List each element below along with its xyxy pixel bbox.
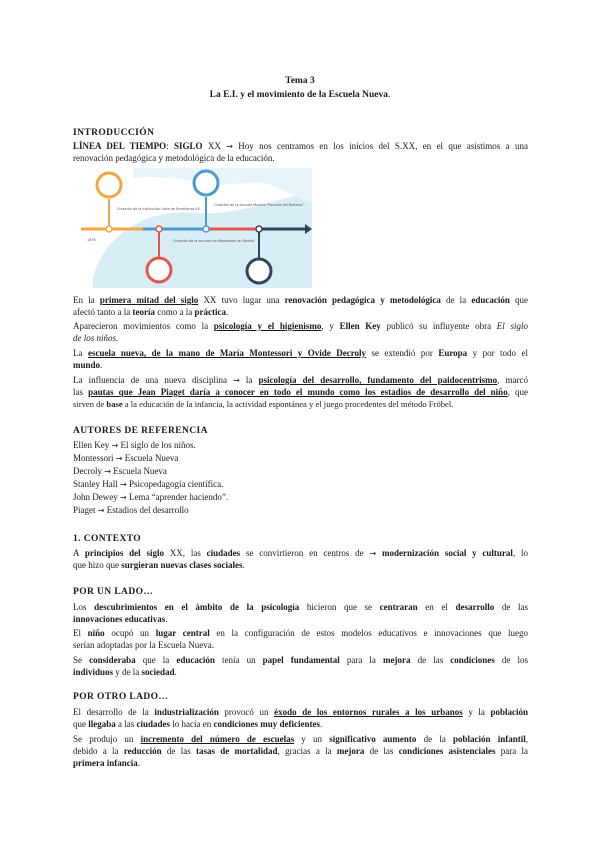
- timeline-node-1: [106, 226, 112, 232]
- por-un-lado-line-5: Se consideraba que la educación tenía un papel fundamental para la mejora de las condiciones de los: [73, 655, 528, 665]
- figure-label-montessori: Creación de la escuela de Montessori en Madrid: [173, 239, 255, 243]
- intro-p2-line-2: de los niños.: [73, 333, 119, 343]
- arrow-icon: →: [369, 549, 377, 558]
- context-line-2: que hizo que surgieran nuevas clases sociales.: [73, 560, 245, 570]
- subtitle-text: La E.I. y el movimiento de la Escuela Nueva: [209, 90, 388, 100]
- intro-heading: INTRODUCCIÓN: [73, 128, 155, 138]
- por-otro-lado-line-2: que llegaba a las ciudades lo hacía en condiciones muy deficientes.: [73, 719, 323, 729]
- intro-p1-line-1: En la primera mitad del siglo XX tuvo lugar una renovación pedagógica y metodológica de la educación que: [73, 295, 528, 305]
- authors-heading: AUTORES DE REFERENCIA: [73, 426, 208, 436]
- author-item: Decroly → Escuela Nueva: [73, 466, 167, 476]
- arrow-icon: →: [115, 454, 123, 463]
- topic-title: Tema 3: [285, 76, 315, 86]
- figure-year-1876: 1876: [87, 238, 96, 242]
- arrow-icon: →: [233, 376, 240, 385]
- por-un-lado-line-4: serían adoptadas por la Escuela Nueva.: [73, 640, 214, 650]
- intro-p1-line-2: afectó tanto a la teoría como a la práctica.: [73, 307, 229, 317]
- figure-label-escuela-modelo: Creación de la escuela Modelo "Escuela del Mañana": [214, 203, 304, 207]
- por-otro-lado-line-3: Se produjo un incremento del número de escuelas y un significativo aumento de la población infantil,: [73, 734, 529, 744]
- milestone-circle-blue: [194, 171, 218, 195]
- subtitle-period: .: [388, 90, 391, 100]
- intro-timeline-line-2: renovación pedagógica y metodológica de la educación.: [73, 153, 275, 163]
- context-line-1: A principios del siglo XX, las ciudades se convirtieron en centros de → modernización social y cultural, lo: [73, 548, 528, 558]
- timeline-label: LÍNEA DEL TIEMPO: [73, 141, 167, 151]
- intro-p4-line-2: las pautas que Jean Piaget daría a conocer en todo el mundo como los estadios de desarrollo del niño, que: [73, 387, 529, 397]
- timeline-node-4: [256, 226, 262, 232]
- author-item: Montessori → Escuela Nueva: [73, 453, 179, 463]
- por-otro-lado-line-1: El desarrollo de la industrialización provocó un éxodo de los entornos rurales a los urbanos y la población: [73, 707, 529, 717]
- timeline-node-3: [203, 226, 209, 232]
- por-un-lado-line-6: individuos y de la sociedad.: [73, 667, 177, 677]
- milestone-circle-red: [147, 258, 171, 282]
- author-item: John Dewey → Lema “aprender haciendo”.: [73, 492, 229, 502]
- intro-p2-line-1: Aparecieron movimientos como la psicología y el higienismo, y Ellen Key publicó su influyente obra El siglo: [73, 321, 528, 331]
- por-otro-lado-line-4: debido a la reducción de las tasas de mortalidad, gracias a la mejora de las condiciones asistenciales para la: [73, 746, 528, 756]
- author-item: Stanley Hall → Psicopedagogía científica.: [73, 479, 224, 489]
- intro-timeline-line-1: LÍNEA DEL TIEMPO: SIGLO XX → Hoy nos centramos en los inicios del S.XX, en el que asistimos a una: [73, 141, 529, 151]
- context-heading: 1. CONTEXTO: [73, 534, 142, 544]
- intro-p3-line-2: mundo.: [73, 360, 103, 370]
- timeline-node-2: [156, 226, 162, 232]
- intro-p4-line-3: sirven de base a la educación de la infancia, la actividad espontánea y el juego procedentes del método Fröbel.: [73, 399, 454, 409]
- arrow-icon: →: [120, 493, 127, 502]
- figure-label-ile: Creación de la Institución Libre de Enseñanza ILE: [117, 207, 201, 211]
- document-subtitle: [0, 90, 600, 100]
- arrow-icon: →: [120, 480, 127, 489]
- por-un-lado-line-1: Los descubrimientos en el ámbito de la psicología hicieron que se centraran en el desarrollo de las: [73, 602, 529, 612]
- arrow-icon: →: [111, 441, 119, 450]
- timeline-infographic: [73, 168, 312, 288]
- arrow-icon: →: [226, 142, 233, 151]
- author-item: Piaget → Estadios del desarrollo: [73, 505, 189, 515]
- author-item: Ellen Key → El siglo de los niños.: [73, 440, 196, 450]
- por-otro-lado-heading: POR OTRO LADO…: [73, 692, 169, 702]
- arrow-icon: →: [97, 506, 105, 515]
- por-un-lado-heading: POR UN LADO…: [73, 587, 154, 597]
- intro-p4-line-1: La influencia de una nueva disciplina → la psicología del desarrollo, fundamento del paidocentrismo, marcó: [73, 375, 529, 385]
- por-un-lado-line-2: innovaciones educativas.: [73, 614, 168, 624]
- timeline-figure: [73, 168, 312, 288]
- arrow-icon: →: [104, 467, 111, 476]
- por-un-lado-line-3: El niño ocupó un lugar central en la configuración de estos modelos educativos e innovaciones que luego: [73, 628, 529, 638]
- por-otro-lado-line-5: primera infancia.: [73, 758, 140, 768]
- milestone-circle-orange: [97, 173, 121, 197]
- milestone-circle-navy: [247, 259, 271, 283]
- intro-p3-line-1: La escuela nueva, de la mano de María Montessori y Ovide Decroly se extendió por Europa y por todo el: [73, 348, 528, 358]
